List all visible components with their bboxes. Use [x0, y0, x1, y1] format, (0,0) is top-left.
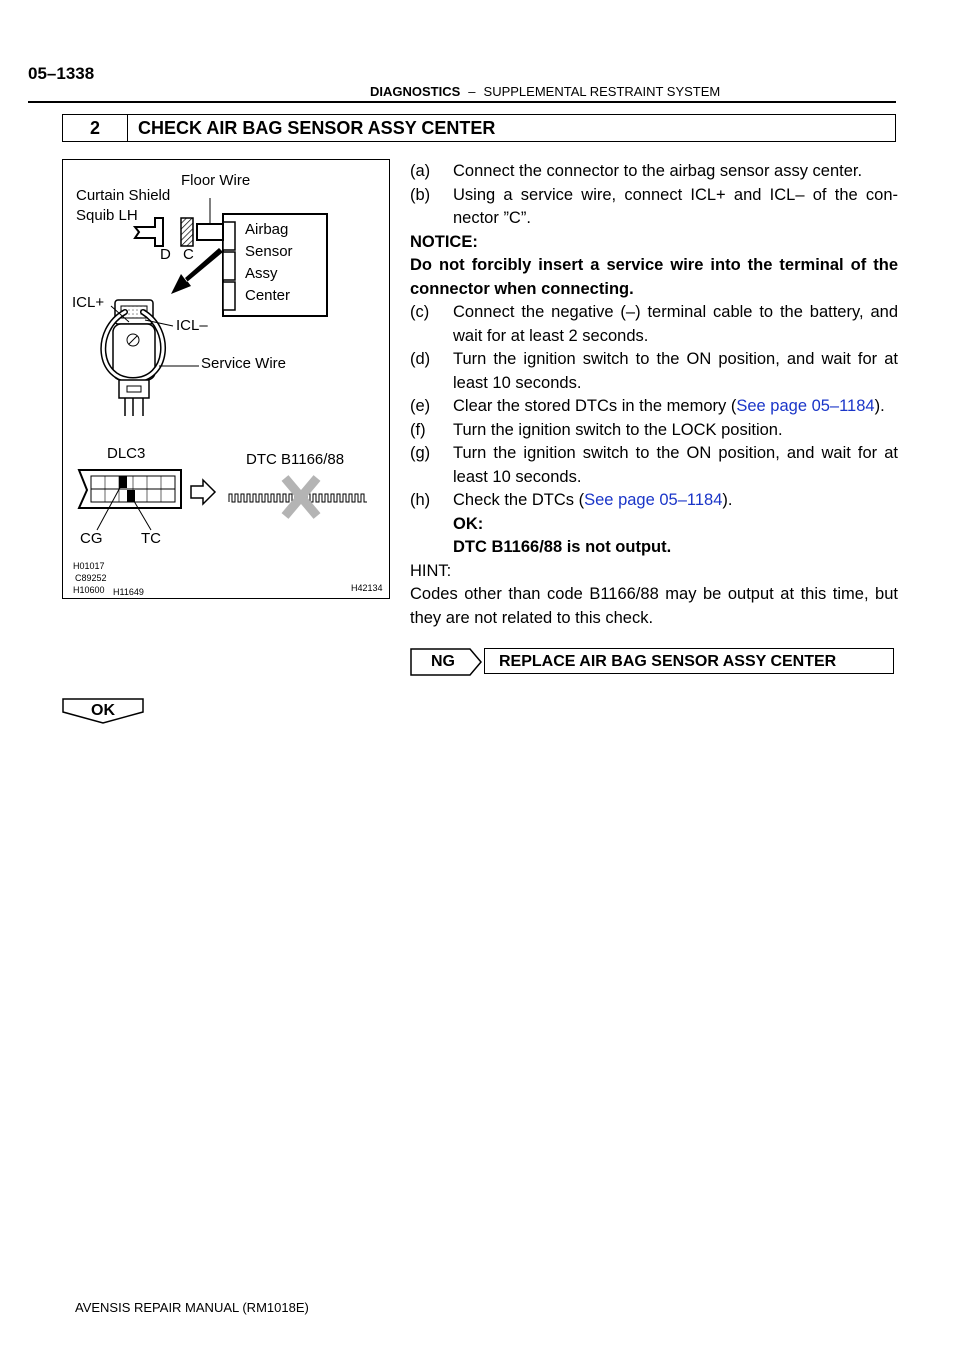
step-h-text-after: ). [722, 491, 733, 509]
figure-code-5: H42134 [351, 583, 383, 593]
ok-condition-title: OK: [453, 514, 484, 533]
step-e-text-after: ). [874, 397, 885, 415]
label-airbag-3: Assy [245, 265, 278, 282]
step-g-text: Turn the ignition switch to the ON position, and wait for at least 10 seconds. [453, 444, 898, 486]
step-b [410, 184, 898, 231]
page-number: 05–1338 [28, 64, 95, 83]
hint-text: Codes other than code B1166/88 may be output at this time, but they are not related to this check. [410, 585, 898, 627]
ok-result-tag [62, 698, 144, 724]
wiring-figure [62, 159, 390, 599]
notice-title: NOTICE: [410, 232, 478, 251]
see-page-link-e[interactable]: See page 05–1184 [736, 397, 875, 415]
label-curtain-shield-2: Squib LH [76, 207, 138, 224]
label-cg: CG [80, 530, 103, 547]
label-curtain-shield-1: Curtain Shield [76, 187, 171, 204]
step-h-text [453, 489, 898, 513]
label-icl-minus: ICL– [176, 317, 208, 334]
label-dtc: DTC B1166/88 [246, 451, 345, 468]
step-a-label: (a) [410, 162, 431, 180]
label-dlc3: DLC3 [107, 445, 146, 462]
step-g [410, 442, 898, 489]
open-arrow [191, 480, 215, 504]
sensor-tab-2 [223, 252, 235, 280]
step-h [410, 489, 898, 513]
header-divider [28, 101, 896, 103]
footer-text: AVENSIS REPAIR MANUAL (RM1018E) [75, 1300, 309, 1315]
step-c-text: Connect the negative (–) terminal cable to the battery, and wait for at least 2 seconds. [453, 303, 898, 345]
step-e-label: (e) [410, 397, 431, 415]
ng-result-row [410, 648, 896, 676]
connector-c-body [197, 224, 223, 240]
ng-action-box: REPLACE AIR BAG SENSOR ASSY CENTER [484, 648, 894, 674]
step-f [410, 419, 898, 443]
sensor-tab-3 [223, 282, 235, 310]
label-airbag-4: Center [245, 287, 291, 304]
step-d [410, 348, 898, 395]
section-header [370, 84, 720, 99]
connector-d-shape [135, 218, 163, 246]
ng-label: NG [431, 653, 455, 670]
see-page-link-h[interactable]: See page 05–1184 [584, 491, 723, 509]
service-connector-body [113, 324, 155, 380]
step-a [410, 160, 898, 184]
step-number: 2 [63, 115, 128, 141]
step-e-text [453, 395, 898, 419]
subsection-title: SUPPLEMENTAL RESTRAINT SYSTEM [483, 84, 721, 99]
step-h-text-before: Check the DTCs ( [453, 491, 585, 509]
hint-title: HINT: [410, 561, 452, 580]
step-e [410, 395, 898, 419]
step-g-label: (g) [410, 444, 431, 462]
step-c-label: (c) [410, 303, 430, 321]
connector-c-hatched [181, 218, 193, 246]
label-tc: TC [141, 530, 161, 547]
ok-condition-text: DTC B1166/88 is not output. [453, 538, 672, 556]
step-e-text-before: Clear the stored DTCs in the memory ( [453, 397, 737, 415]
step-f-text: Turn the ignition switch to the LOCK position. [453, 420, 783, 439]
label-floor-wire: Floor Wire [181, 172, 251, 189]
label-airbag-1: Airbag [245, 221, 289, 238]
step-d-label: (d) [410, 350, 431, 368]
label-service-wire: Service Wire [201, 355, 287, 372]
instruction-text [410, 160, 898, 630]
label-connector-c: C [183, 246, 194, 263]
label-airbag-2: Sensor [245, 243, 293, 260]
label-icl-plus: ICL+ [72, 294, 105, 311]
figure-code-3: H10600 [73, 585, 105, 595]
step-d-text: Turn the ignition switch to the ON position, and wait for at least 10 seconds. [453, 350, 898, 392]
sensor-tab-1 [223, 222, 235, 250]
step-a-text: Connect the connector to the airbag sensor assy center. [453, 162, 863, 180]
label-connector-d: D [160, 246, 171, 263]
step-c [410, 301, 898, 348]
figure-code-2: C89252 [75, 573, 107, 583]
step-h-label: (h) [410, 491, 431, 509]
step-title: CHECK AIR BAG SENSOR ASSY CENTER [138, 117, 496, 138]
step-header [62, 114, 896, 142]
wiring-diagram [63, 160, 389, 598]
step-f-label: (f) [410, 420, 426, 439]
step-b-text: Using a service wire, connect ICL+ and ICL– of the con-nector ”C”. [453, 185, 898, 227]
figure-code-4: H11649 [113, 587, 144, 597]
header-separator: – [468, 84, 476, 99]
figure-code-1: H01017 [73, 561, 105, 571]
section-title: DIAGNOSTICS [370, 84, 461, 99]
pointer-arrow [171, 248, 223, 294]
step-b-label: (b) [410, 185, 431, 204]
notice-text: Do not forcibly insert a service wire into the terminal of the connector when connecting. [410, 256, 898, 298]
ok-label: OK [91, 702, 115, 719]
